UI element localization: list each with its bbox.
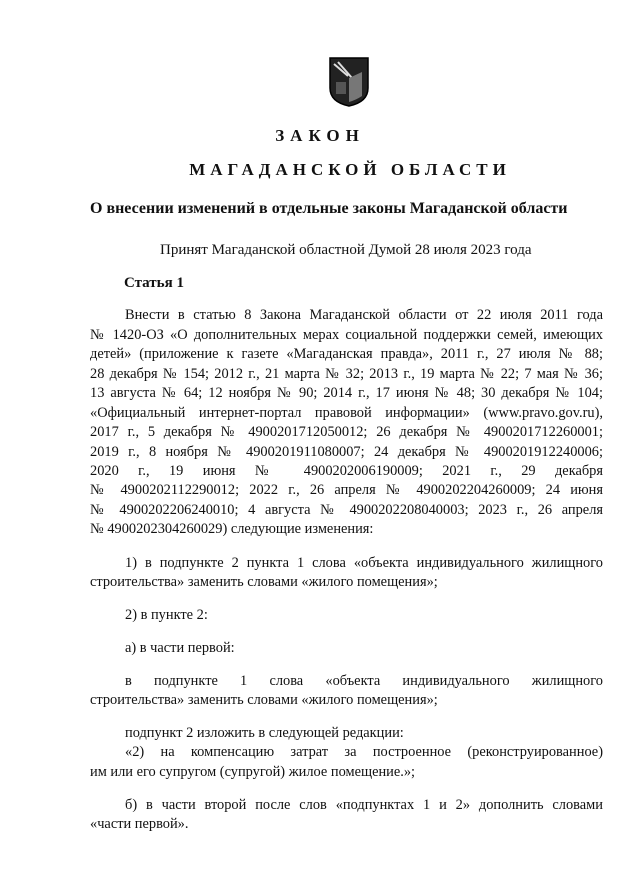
- intro-line: № 4900202206240010; 4 августа № 4900202208040003; 2023 г., 26 апреля: [90, 502, 603, 518]
- item-2a1-line: в подпункте 1 слова «объекта индивидуального жилищного: [125, 673, 603, 689]
- intro-line: «Официальный интернет-портал правовой информации» (www.pravo.gov.ru),: [90, 405, 603, 421]
- item-1-line: 1) в подпункте 2 пункта 1 слова «объекта индивидуального жилищного: [125, 555, 603, 571]
- intro-line: 28 декабря № 154; 2012 г., 21 марта № 32; 2013 г., 19 марта № 22; 7 мая № 36;: [90, 366, 603, 382]
- item-2a: а) в части первой:: [125, 640, 235, 656]
- item-1-line: строительства» заменить словами «жилого помещения»;: [90, 574, 438, 590]
- intro-line: № 1420-ОЗ «О дополнительных мерах социальной поддержки семей, имеющих: [90, 327, 603, 343]
- law-subject: О внесении изменений в отдельные законы Магаданской области: [90, 200, 568, 217]
- item-2: 2) в пункте 2:: [125, 607, 208, 623]
- intro-line: 2019 г., 8 ноября № 4900201911080007; 24 декабря № 4900201912240006;: [90, 444, 603, 460]
- item-2a2: подпункт 2 изложить в следующей редакции:: [125, 725, 404, 741]
- intro-line: 2020 г., 19 июня № 4900202006190009; 2021 г., 29 декабря: [90, 463, 603, 479]
- quote-line: им или его супругом (супругой) жилое помещение.»;: [90, 764, 416, 780]
- emblem: [328, 56, 370, 108]
- region-title: МАГАДАНСКОЙ ОБЛАСТИ: [189, 160, 511, 179]
- quote-line: «2) на компенсацию затрат за построенное (реконструированное): [125, 744, 603, 760]
- item-2b-line: б) в части второй после слов «подпунктах 1 и 2» дополнить словами: [125, 797, 603, 813]
- item-2b-line: «части первой».: [90, 816, 189, 832]
- intro-line-last: № 4900202304260029) следующие изменения:: [90, 521, 374, 537]
- law-title: ЗАКОН: [275, 126, 365, 145]
- item-2a1-line: строительства» заменить словами «жилого помещения»;: [90, 692, 438, 708]
- intro-line: 13 августа № 64; 12 ноября № 90; 2014 г., 17 июня № 48; 30 декабря № 104;: [90, 385, 603, 401]
- adoption-note: Принят Магаданской областной Думой 28 июля 2023 года: [160, 242, 532, 258]
- intro-line: 2017 г., 5 декабря № 4900201712050012; 26 декабря № 4900201712260001;: [90, 424, 603, 440]
- intro-line: Внести в статью 8 Закона Магаданской области от 22 июля 2011 года: [125, 307, 603, 323]
- article-heading: Статья 1: [124, 275, 184, 291]
- intro-line: № 4900202112290012; 2022 г., 26 апреля № 4900202204260009; 24 июня: [90, 482, 603, 498]
- intro-line: детей» (приложение к газете «Магаданская правда», 2011 г., 27 июля № 88;: [90, 346, 603, 362]
